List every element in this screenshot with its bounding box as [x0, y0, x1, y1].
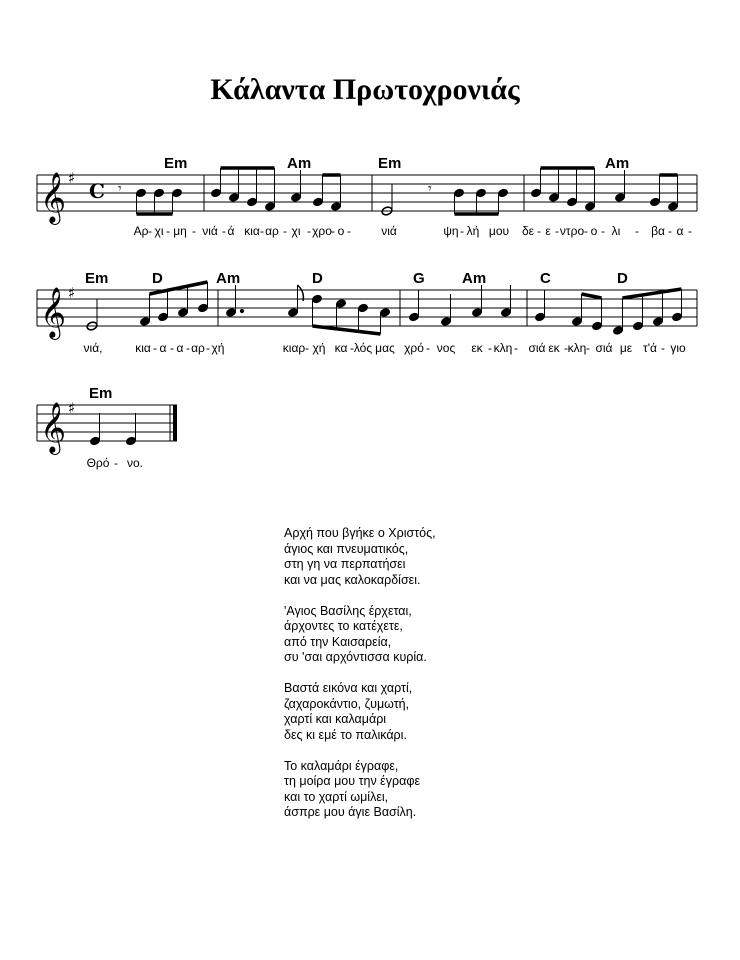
stanza: [284, 681, 436, 743]
svg-text:Θρό: Θρό: [86, 456, 110, 470]
svg-text:-: -: [153, 341, 157, 355]
verse-line: δες κι εμέ το παλικάρι.: [284, 727, 407, 742]
svg-text:ά: ά: [227, 224, 235, 238]
svg-text:Am: Am: [462, 270, 487, 287]
svg-text:λι: λι: [611, 224, 621, 238]
svg-text:-: -: [260, 224, 264, 238]
svg-text:-: -: [305, 341, 309, 355]
svg-text:εκ: εκ: [471, 341, 483, 355]
svg-text:-: -: [166, 224, 170, 238]
svg-text:α: α: [159, 341, 167, 355]
svg-text:χρό: χρό: [404, 341, 424, 355]
svg-text:δε: δε: [521, 224, 535, 238]
svg-text:Em: Em: [164, 155, 188, 172]
verse-line: από την Καισαρεία,: [284, 634, 392, 649]
common-time-icon: C: [89, 179, 105, 203]
svg-text:ο: ο: [337, 224, 345, 238]
lyrics-system-1: [134, 224, 692, 238]
verse-line: άσπρε μου άγιε Βασίλη.: [284, 805, 417, 819]
svg-text:αρ: αρ: [191, 341, 205, 355]
svg-text:-: -: [537, 224, 541, 238]
svg-text:νος: νος: [436, 341, 456, 355]
svg-text:ε: ε: [545, 224, 551, 238]
verse-line: ζαχαροκάντιο, ζυμωτή,: [284, 696, 410, 711]
verses-block: [284, 526, 436, 836]
verse-line: 'Αγιος Βασίλης έρχεται,: [284, 603, 412, 618]
svg-text:-: -: [661, 341, 665, 355]
svg-text:γιο: γιο: [670, 341, 686, 355]
verse-line: στη γη να περπατήσει: [284, 557, 406, 571]
svg-text:σιά: σιά: [595, 341, 613, 355]
svg-text:-: -: [350, 341, 354, 355]
svg-text:-: -: [635, 224, 639, 238]
svg-text:βα: βα: [651, 224, 665, 238]
svg-text:D: D: [617, 270, 628, 287]
svg-text:μη: μη: [173, 224, 187, 238]
svg-text:-: -: [192, 224, 196, 238]
svg-text:ψη: ψη: [443, 224, 459, 238]
svg-text:κλη: κλη: [567, 341, 587, 355]
treble-clef-icon: 𝄞: [40, 402, 67, 453]
svg-text:α: α: [676, 224, 684, 238]
sharp-icon: ♯: [68, 399, 76, 417]
svg-text:Em: Em: [85, 270, 109, 287]
lyrics-system-2: [84, 341, 686, 355]
svg-text:ο: ο: [590, 224, 598, 238]
svg-text:-: -: [555, 224, 559, 238]
verse-line: Το καλαμάρι έγραφε,: [284, 758, 399, 773]
verse-line: συ 'σαι αρχόντισσα κυρία.: [284, 650, 427, 664]
stanza: [284, 526, 436, 588]
svg-text:G: G: [413, 270, 425, 287]
sharp-icon: ♯: [68, 169, 76, 187]
svg-text:μου: μου: [488, 224, 510, 238]
svg-text:μας: μας: [375, 341, 395, 355]
verse-line: άρχοντες το κατέχετε,: [284, 619, 403, 633]
svg-text:λή: λή: [466, 224, 480, 238]
svg-text:κια: κια: [244, 224, 260, 238]
svg-text:Am: Am: [216, 270, 241, 287]
svg-text:-: -: [222, 224, 226, 238]
svg-text:-: -: [488, 341, 492, 355]
svg-text:Em: Em: [378, 155, 402, 172]
svg-text:𝄾: 𝄾: [428, 181, 432, 197]
svg-text:-: -: [688, 224, 692, 238]
svg-text:χρο: χρο: [312, 224, 332, 238]
svg-text:χι: χι: [291, 224, 301, 238]
svg-text:με: με: [619, 341, 633, 355]
svg-text:νιά: νιά: [381, 224, 397, 238]
svg-text:λός: λός: [353, 341, 373, 355]
song-title: Κάλαντα Πρωτοχρονιάς: [210, 73, 520, 106]
svg-text:-: -: [586, 341, 590, 355]
svg-text:D: D: [312, 270, 323, 287]
stanza: [284, 604, 436, 666]
svg-text:-: -: [307, 224, 311, 238]
svg-text:-: -: [114, 456, 118, 470]
svg-text:νο.: νο.: [126, 456, 144, 470]
svg-text:-: -: [460, 224, 464, 238]
svg-text:Em: Em: [89, 385, 113, 402]
svg-text:Am: Am: [287, 155, 312, 172]
verse-line: Αρχή που βγήκε ο Χριστός,: [284, 526, 436, 540]
svg-text:αρ: αρ: [265, 224, 279, 238]
svg-text:-: -: [148, 224, 152, 238]
svg-text:-: -: [668, 224, 672, 238]
svg-text:-: -: [331, 224, 335, 238]
svg-text:νιά: νιά: [202, 224, 218, 238]
svg-text:α: α: [176, 341, 184, 355]
final-barline: [173, 405, 177, 441]
svg-text:-: -: [170, 341, 174, 355]
treble-clef-icon: 𝄞: [40, 172, 67, 223]
svg-text:σιά: σιά: [528, 341, 546, 355]
svg-text:-: -: [426, 341, 430, 355]
verse-line: τη μοίρα μου την έγραφε: [284, 774, 421, 788]
svg-text:κια: κια: [135, 341, 151, 355]
treble-clef-icon: 𝄞: [40, 287, 67, 338]
svg-text:Am: Am: [605, 155, 630, 172]
svg-text:-: -: [283, 224, 287, 238]
lyrics-system-3: [87, 456, 143, 470]
svg-text:κα: κα: [334, 341, 348, 355]
svg-text:-: -: [584, 224, 588, 238]
stanza: [284, 759, 436, 821]
svg-text:-: -: [206, 341, 210, 355]
svg-text:χι: χι: [154, 224, 164, 238]
svg-text:Αρ: Αρ: [133, 224, 149, 238]
verse-line: άγιος και πνευματικός,: [284, 541, 409, 556]
svg-text:κλη: κλη: [493, 341, 513, 355]
chord-symbols-system-3: [89, 385, 112, 402]
sharp-icon: ♯: [68, 284, 76, 302]
chord-symbols-system-2: [85, 270, 628, 287]
svg-text:-: -: [186, 341, 190, 355]
verse-line: χαρτί και καλαμάρι: [284, 712, 387, 726]
verse-line: και το χαρτί ωμίλει,: [284, 789, 389, 804]
svg-text:𝄾: 𝄾: [118, 181, 122, 197]
svg-text:-: -: [564, 341, 568, 355]
svg-text:D: D: [152, 270, 163, 287]
svg-text:τ'ά: τ'ά: [643, 341, 657, 355]
verse-line: Βαστά εικόνα και χαρτί,: [284, 681, 413, 695]
svg-text:ντρο: ντρο: [559, 224, 585, 238]
svg-text:-: -: [347, 224, 351, 238]
svg-text:εκ: εκ: [548, 341, 560, 355]
svg-text:-: -: [514, 341, 518, 355]
svg-text:χή: χή: [211, 341, 225, 355]
svg-text:νιά,: νιά,: [83, 341, 103, 355]
svg-text:-: -: [601, 224, 605, 238]
svg-text:κιαρ: κιαρ: [282, 341, 306, 355]
svg-text:χή: χή: [312, 341, 326, 355]
svg-text:C: C: [540, 270, 551, 287]
verse-line: και να μας καλοκαρδίσει.: [284, 572, 421, 587]
